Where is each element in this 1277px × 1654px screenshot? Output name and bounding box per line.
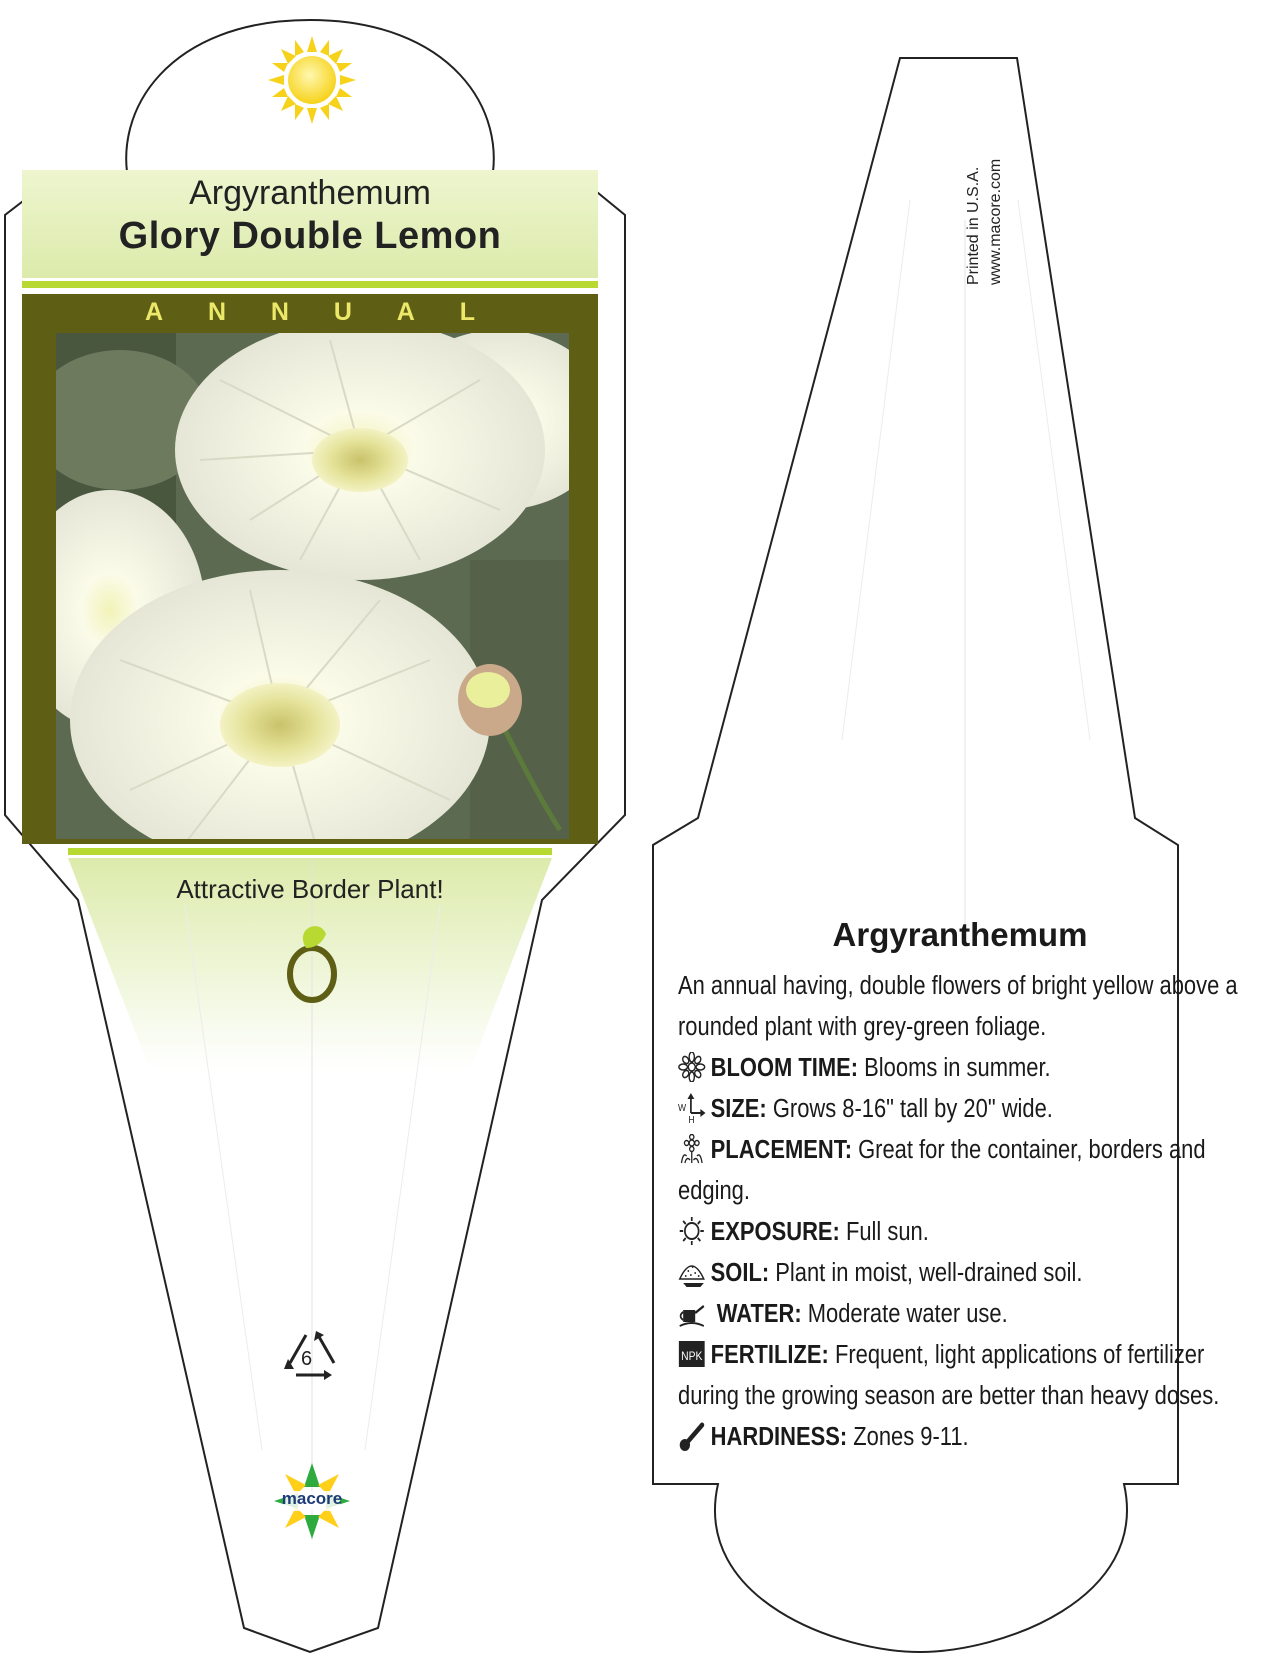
attribute-text: Frequent, light applications of fertilizer during the growing season are better than heavy doses. [678,1341,1220,1410]
description: An annual having, double flowers of bright yellow above a rounded plant with grey-green foliage. [678,972,1238,1041]
attribute-row [678,1294,1259,1335]
attribute-label: FERTILIZE: [710,1341,829,1369]
website: www.macore.com [987,158,1004,285]
brand-name: macore [281,1489,343,1508]
attribute-text: Full sun. [845,1218,929,1246]
attribute-label: EXPOSURE: [710,1218,840,1246]
category-letter: N [207,298,226,326]
attribute-label: PLACEMENT: [710,1136,853,1164]
attribute-row [678,1089,1259,1130]
attribute-text: Moderate water use. [807,1300,1008,1328]
back-title: Argyranthemum [832,916,1088,953]
variety-name: Glory Double Lemon [118,215,502,257]
attribute-text: Blooms in summer. [864,1054,1051,1082]
size-arrows-icon [678,1093,706,1123]
attribute-label: SIZE: [710,1095,767,1123]
attribute-text: Zones 9-11. [853,1423,969,1451]
attribute-row [678,1048,1259,1089]
attribute-label: BLOOM TIME: [710,1054,859,1082]
category-letter: L [459,298,475,326]
attribute-label: HARDINESS: [710,1423,848,1451]
category-label [145,298,475,327]
watering-can-icon [678,1298,706,1328]
attribute-row [678,1417,1259,1458]
npk-icon [678,1339,706,1369]
attribute-text: Grows 8-16" tall by 20" wide. [772,1095,1053,1123]
resin-code: 6 [301,1348,313,1370]
flower-icon [678,1052,706,1082]
attribute-label: WATER: [716,1300,802,1328]
category-letter: A [145,298,164,326]
placement-flowers-icon [678,1134,706,1164]
tagline: Attractive Border Plant! [176,874,444,904]
thermometer-icon [678,1421,706,1451]
plant-photo [15,320,610,870]
category-letter: U [333,298,352,326]
attribute-row [678,1335,1259,1417]
genus-name: Argyranthemum [189,174,431,212]
category-letter: A [396,298,415,326]
printed-in: Printed in U.S.A. [965,166,982,285]
attribute-row [678,1130,1259,1212]
attribute-text: Great for the container, borders and edging. [678,1136,1206,1205]
category-letter: N [270,298,289,326]
attribute-row [678,1212,1259,1253]
attribute-text: Plant in moist, well-drained soil. [775,1259,1083,1287]
npk-glyph: NPK [681,1350,703,1364]
size-w-glyph: W [678,1102,687,1114]
size-h-glyph: H [688,1114,695,1123]
care-info [678,966,1259,1458]
attribute-label: SOIL: [710,1259,770,1287]
print-credit [963,125,1083,285]
full-sun-icon [268,36,356,124]
attribute-row [678,1253,1259,1294]
soil-pile-icon [678,1257,706,1287]
sun-outline-icon [678,1216,706,1246]
